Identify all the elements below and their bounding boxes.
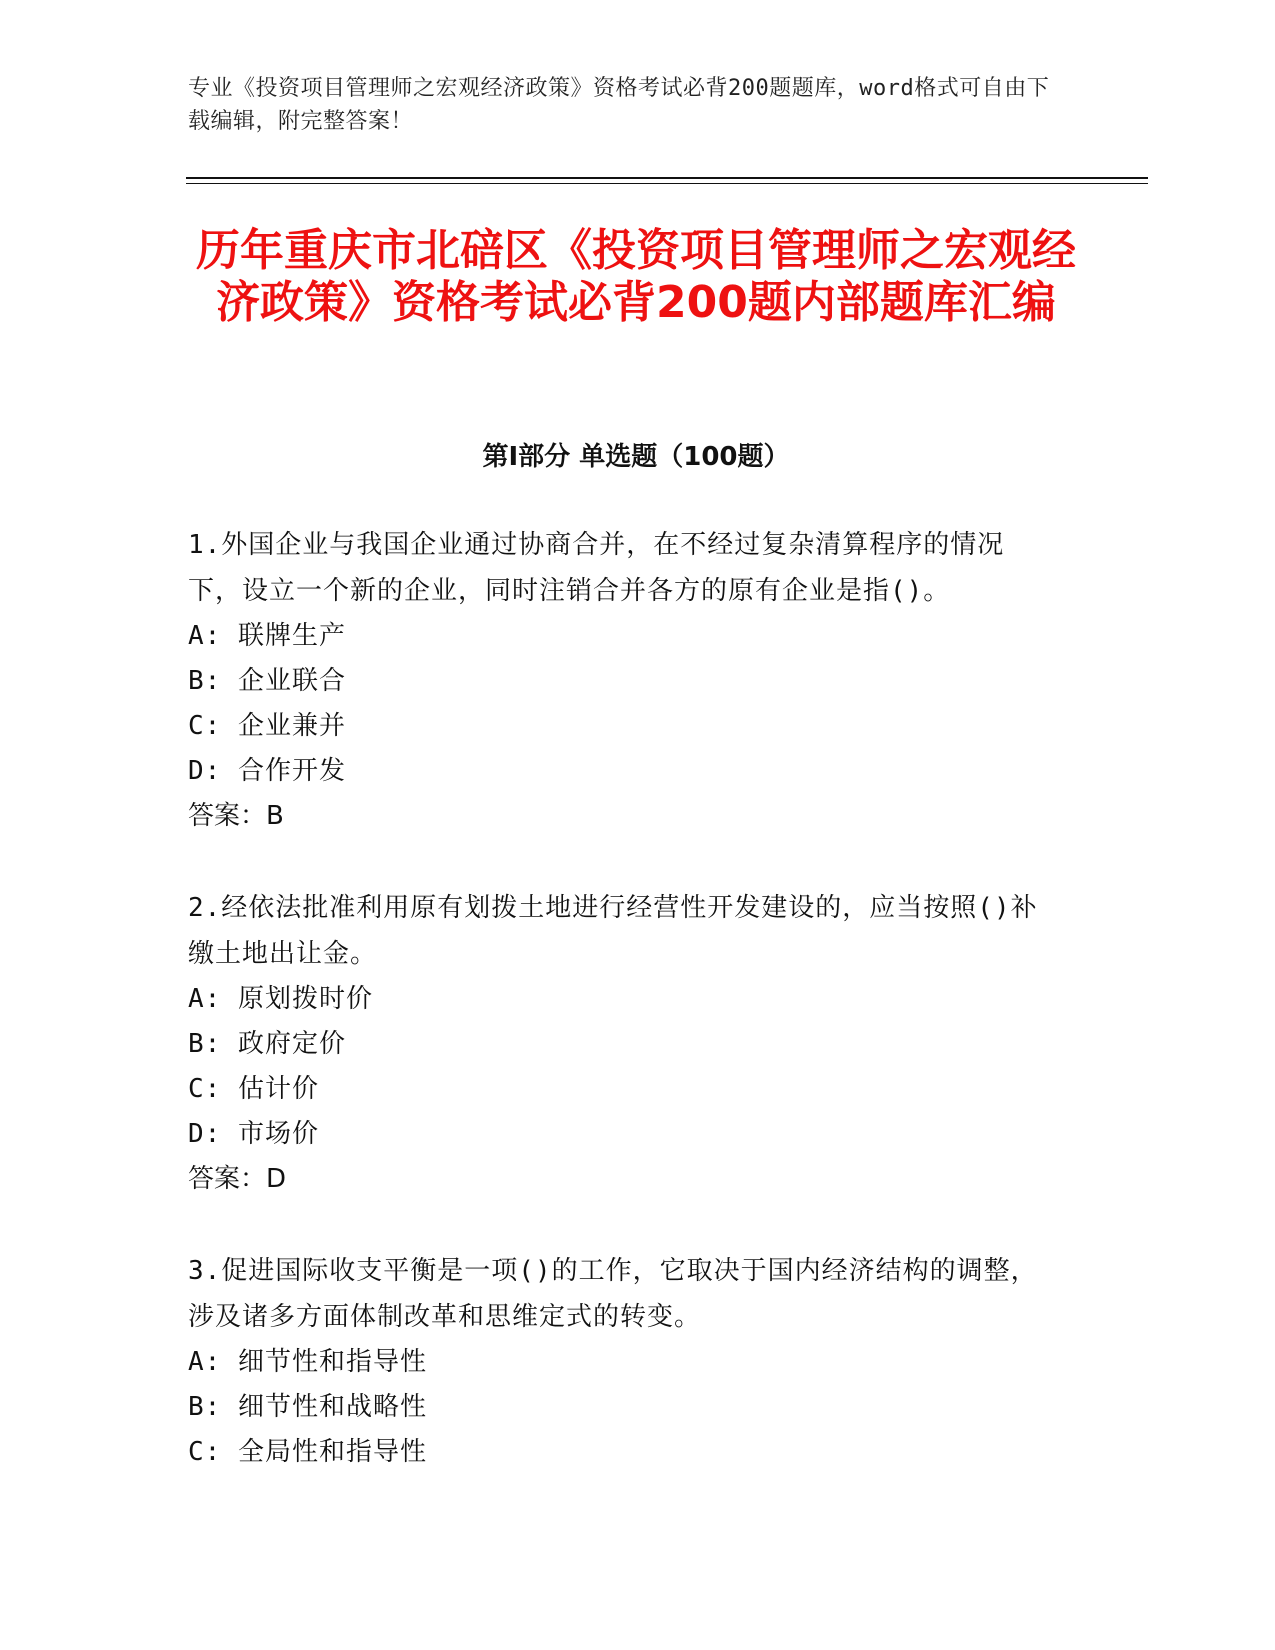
question-2 [188,885,1058,1202]
option-b: B: 细节性和战略性 [188,1392,427,1422]
answer: 答案：B [188,801,284,831]
option-c: C: 估计价 [188,1074,319,1104]
option-a: A: 联牌生产 [188,621,346,651]
option-c: C: 全局性和指导性 [188,1437,427,1467]
option-d: D: 市场价 [188,1119,319,1149]
question-text: 3.促进国际收支平衡是一项()的工作，它取决于国内经济结构的调整，涉及诸多方面体制改革和思维定式的转变。 [188,1256,1038,1332]
question-1 [188,522,1058,839]
option-c: C: 企业兼并 [188,711,346,741]
question-text: 2.经依法批准利用原有划拨土地进行经营性开发建设的，应当按照()补缴土地出让金。 [188,893,1038,969]
header-rule-thin [186,183,1148,184]
option-b: B: 政府定价 [188,1029,346,1059]
question-3 [188,1248,1058,1475]
document-title: 历年重庆市北碚区《投资项目管理师之宏观经济政策》资格考试必背200题内部题库汇编 [196,225,1076,328]
option-a: A: 细节性和指导性 [188,1347,427,1377]
option-d: D: 合作开发 [188,756,346,786]
header-rule-thick [186,177,1148,179]
answer: 答案：D [188,1164,287,1194]
option-a: A: 原划拨时价 [188,984,373,1014]
header-note: 专业《投资项目管理师之宏观经济政策》资格考试必背200题题库，word格式可自由下载编辑，附完整答案！ [188,76,1050,134]
section-title: 第Ⅰ部分 单选题（100题） [482,442,790,472]
question-text: 1.外国企业与我国企业通过协商合并，在不经过复杂清算程序的情况下，设立一个新的企业，同时注销合并各方的原有企业是指()。 [188,530,1005,606]
option-b: B: 企业联合 [188,666,346,696]
